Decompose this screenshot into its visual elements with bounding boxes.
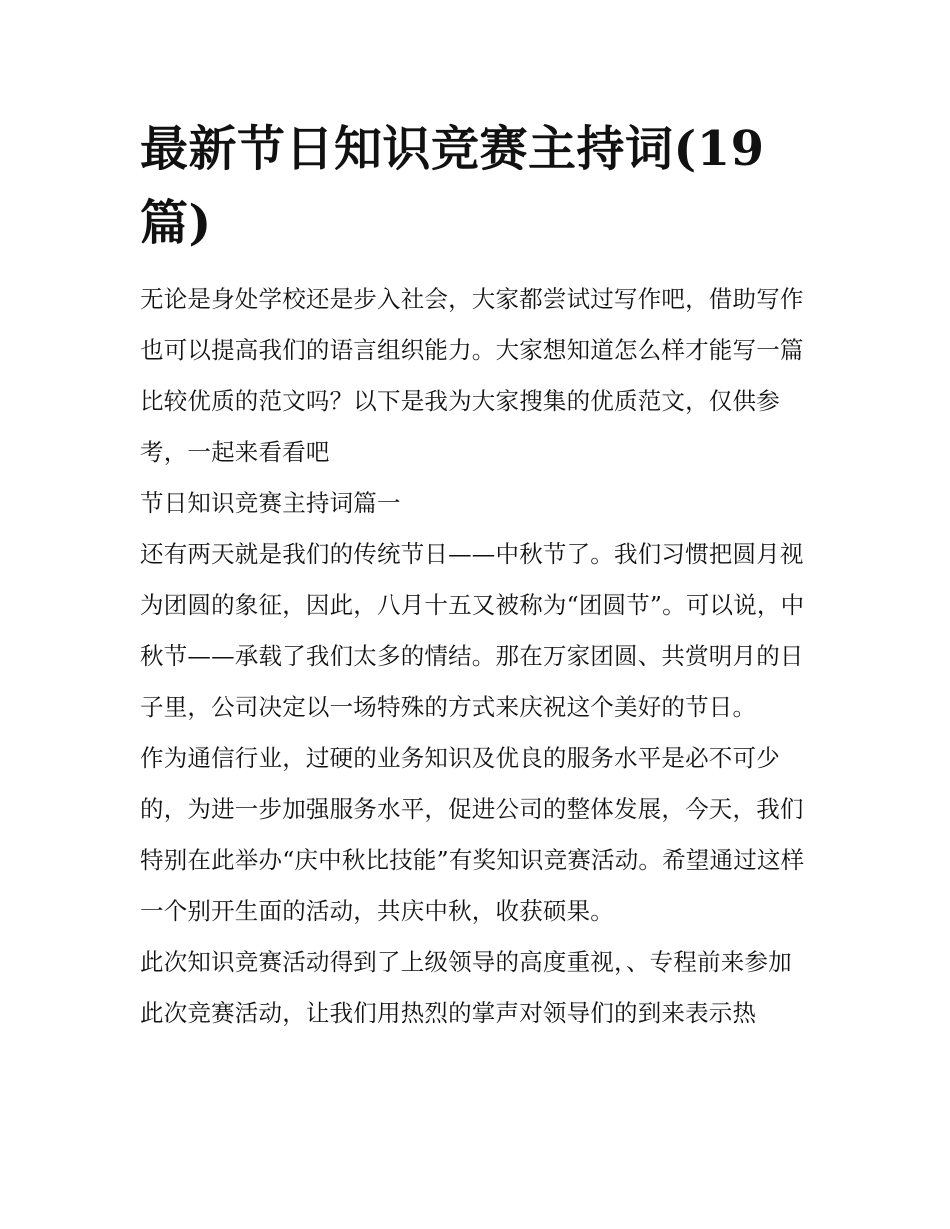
document-page [140, 112, 812, 1039]
section-heading: 节日知识竞赛主持词篇一 [140, 489, 401, 517]
body-paragraph: 作为通信行业，过硬的业务知识及优良的服务水平是必不可少的，为进一步加强服务水平，促进公司的整体发展，今天，我们特别在此举办“庆中秋比技能”有奖知识竞赛活动。希望通过这样一个别开生面的活动，共庆中秋，收获硕果。 [140, 744, 805, 925]
body-paragraph: 还有两天就是我们的传统节日——中秋节了。我们习惯把圆月视为团圆的象征，因此，八月十五又被称为“团圆节”。可以说，中秋节——承载了我们太多的情结。那在万家团圆、共赏明月的日子里，公司决定以一场特殊的方式来庆祝这个美好的节日。 [140, 540, 805, 721]
intro-paragraph: 无论是身处学校还是步入社会，大家都尝试过写作吧，借助写作也可以提高我们的语言组织能力。大家想知道怎么样才能写一篇比较优质的范文吗？以下是我为大家搜集的优质范文，仅供参考，一起来看看吧 [140, 285, 804, 466]
document-title: 最新节日知识竞赛主持词(19篇) [140, 121, 765, 251]
body-paragraph: 此次知识竞赛活动得到了上级领导的高度重视，、专程前来参加此次竞赛活动，让我们用热烈的掌声对领导们的到来表示热 [140, 948, 792, 1027]
